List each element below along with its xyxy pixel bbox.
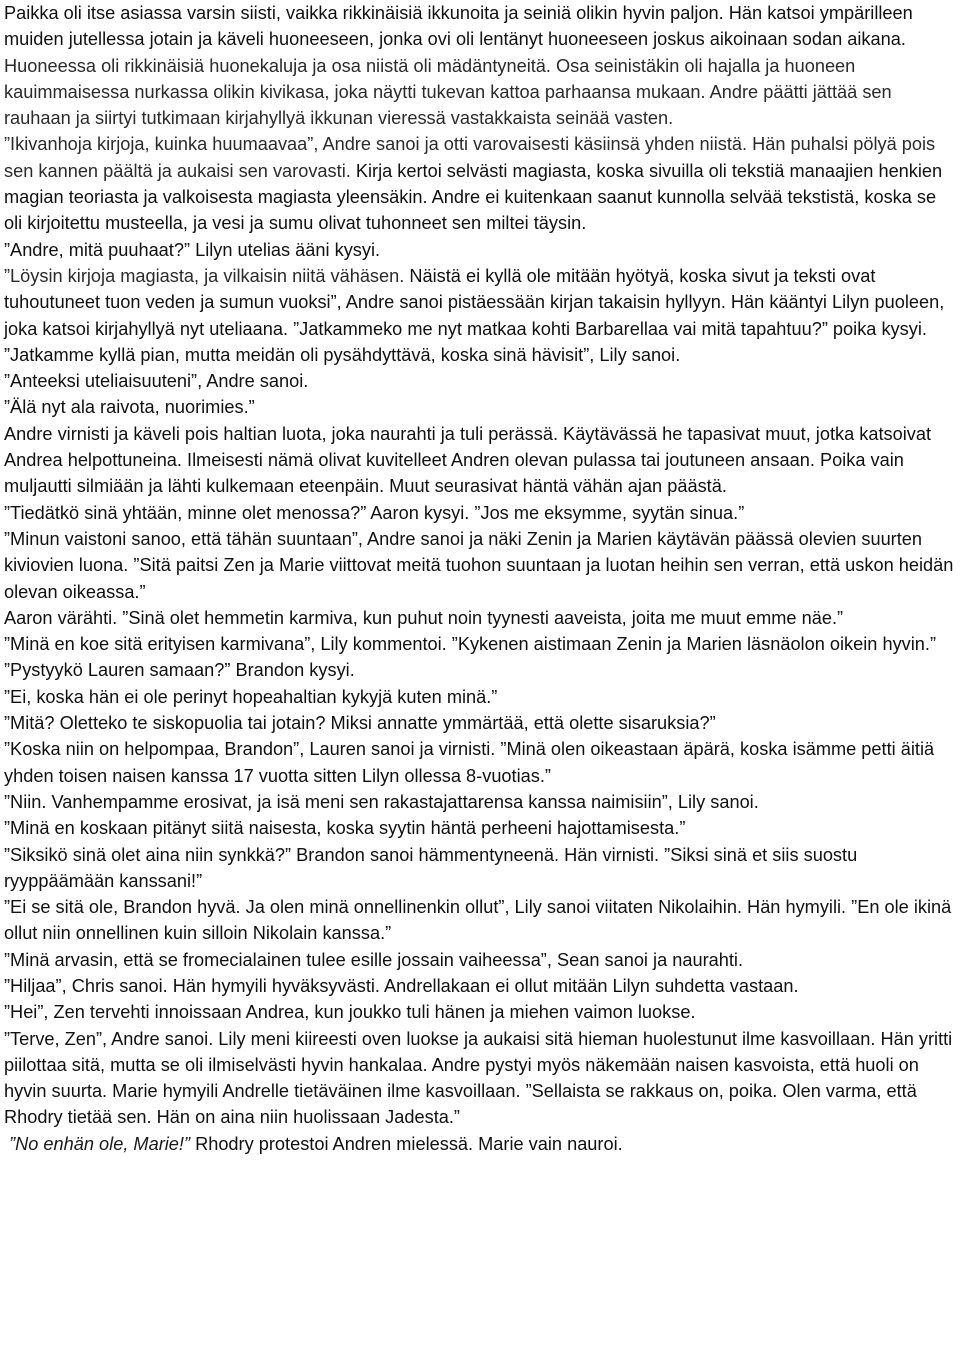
- paragraph: [4, 789, 956, 815]
- paragraph-text: ”Löysin kirjoja magiasta, ja vilkaisin niitä vähäsen.: [4, 265, 410, 286]
- paragraph-text: ”Minä en koskaan pitänyt siitä naisesta, koska syytin häntä perheeni hajottamisesta.”: [4, 818, 686, 839]
- paragraph: [4, 973, 956, 999]
- paragraph-text: ”Älä nyt ala raivota, nuorimies.”: [4, 397, 255, 418]
- paragraph-text: Huoneessa oli rikkinäisiä huonekaluja ja osa niistä oli mädäntyneitä.: [4, 55, 557, 76]
- paragraph: [4, 894, 956, 947]
- paragraph: [4, 263, 956, 342]
- paragraph-text: ”Mitä? Oletteko te siskopuolia tai jotain? Miksi annatte ymmärtää, että olette sisaruksia?”: [4, 713, 716, 734]
- paragraph: [4, 710, 956, 736]
- paragraph-text: ”Minä en koe sitä erityisen karmivana”, Lily kommentoi. ”Kykenen aistimaan Zenin ja Marien läsnäolon oikein hyvin.”: [4, 634, 937, 655]
- paragraph: [4, 526, 956, 605]
- paragraph: [4, 500, 956, 526]
- paragraph-text: ”Siksikö sinä olet aina niin synkkä?” Brandon sanoi hämmentyneenä. Hän virnisti. ”Siksi sinä et siis suostu ryyppäämään kanssani!”: [4, 844, 858, 891]
- paragraph: [4, 684, 956, 710]
- paragraph-text: ”Hei”, Zen tervehti innoissaan Andrea, kun joukko tuli hänen ja miehen vaimon luokse.: [4, 1002, 696, 1023]
- paragraph-text: ”Koska niin on helpompaa, Brandon”, Lauren sanoi ja virnisti. ”Minä olen oikeastaan äpärä, koska isämme petti äitiä yhden toisen naisen kanssa 17 vuotta sitten Lilyn ollessa 8-vuotias.”: [4, 739, 935, 786]
- paragraph-text: ”Andre, mitä puuhaat?” Lilyn utelias ääni kysyi.: [4, 239, 381, 260]
- paragraph: [4, 657, 956, 683]
- paragraph-text: ”Minä arvasin, että se fromecialainen tulee esille jossain vaiheessa”, Sean sanoi ja naurahti.: [4, 949, 744, 970]
- paragraph-text: ”Minun vaistoni sanoo, että tähän suuntaan”, Andre sanoi ja näki Zenin ja Marien käytävän päässä olevien suurten kiviovien luona. ”Sitä paitsi Zen ja Marie viittovat meitä tuohon suuntaan ja luotan heihin sen verran, että uskon heidän olevan oikeassa.”: [4, 528, 954, 602]
- paragraph-text: ”Ei, koska hän ei ole perinyt hopeahaltian kykyjä kuten minä.”: [4, 686, 498, 707]
- paragraph: [4, 342, 956, 368]
- paragraph-text: Aaron värähti. ”Sinä olet hemmetin karmiva, kun puhut noin tyynesti aaveista, joita me muut emme näe.”: [4, 607, 844, 628]
- document-page: [4, 0, 956, 1157]
- paragraph-text: ”Anteeksi uteliaisuuteni”, Andre sanoi.: [4, 371, 309, 392]
- paragraph-text: ”Ikivanhoja kirjoja, kuinka huumaavaa”, Andre sanoi ja otti varovaisesti käsiinsä yhden niistä. Hän puhalsi pölyä pois sen kannen päältä ja aukaisi sen varovasti.: [4, 134, 936, 181]
- paragraph: [4, 842, 956, 895]
- paragraph: [4, 394, 956, 420]
- paragraph-text: ”Ei se sitä ole, Brandon hyvä. Ja olen minä onnellinenkin ollut”, Lily sanoi viitaten Nikolaihin. Hän hymyili. ”En ole ikinä ollut niin onnellinen kuin silloin Nikolain kanssa.”: [4, 897, 952, 944]
- paragraph-last: [4, 1131, 956, 1157]
- paragraph-text: Kirja kertoi selvästi magiasta, koska sivuilla oli tekstiä manaajien henkien magian teoriasta ja valkoisesta magiasta yleensäkin. Andre ei kuitenkaan saanut kunnolla selvää tekstistä, koska se oli kirjoitettu musteella, ja vesi ja sumu olivat tuhonneet sen miltei täysin.: [4, 160, 943, 234]
- paragraph-text: Paikka oli itse asiassa varsin siisti, vaikka rikkinäisiä ikkunoita ja seiniä olikin hyvin paljon. Hän katsoi ympärilleen muiden jutellessa jotain ja käveli huoneeseen, jonka ovi oli lentänyt huoneeseen joskus aikoinaan sodan aikana.: [4, 3, 913, 50]
- paragraph: [4, 237, 956, 263]
- paragraph-text: ”Tiedätkö sinä yhtään, minne olet menossa?” Aaron kysyi. ”Jos me eksymme, syytän sinua.”: [4, 502, 745, 523]
- paragraph: [4, 421, 956, 500]
- paragraph-text: ”Pystyykö Lauren samaan?” Brandon kysyi.: [4, 660, 355, 681]
- paragraph-text: ”Jatkamme kyllä pian, mutta meidän oli pysähdyttävä, koska sinä hävisit”, Lily sanoi.: [4, 344, 681, 365]
- paragraph-text: ”Hiljaa”, Chris sanoi. Hän hymyili hyväksyvästi. Andrellakaan ei ollut mitään Lilyn suhdetta vastaan.: [4, 975, 799, 996]
- italic-quote: ”No enhän ole, Marie!”: [9, 1133, 191, 1154]
- paragraph-text: Andre virnisti ja käveli pois haltian luota, joka naurahti ja tuli perässä. Käytävässä he tapasivat muut, jotka katsoivat Andrea helpottuneina. Ilmeisesti nämä olivat kuvitelleet Andren olevan pulassa tai joutuneen ansaan. Poika vain muljautti silmiään ja lähti kulkemaan eteenpäin. Muut seurasivat häntä vähän ajan päästä.: [4, 423, 932, 497]
- paragraph: [4, 1026, 956, 1131]
- paragraph: [4, 999, 956, 1025]
- paragraph: [4, 368, 956, 394]
- paragraph: [4, 0, 956, 131]
- paragraph-text: Andre päätti jättää sen rauhaan ja siirtyi tutkimaan kirjahyllyä ikkunan vieressä vastakkaista seinää vasten.: [4, 81, 892, 129]
- paragraph: [4, 131, 956, 236]
- paragraph-text: ”Niin. Vanhempamme erosivat, ja isä meni sen rakastajattarensa kanssa naimisiin”, Lily sanoi.: [4, 791, 759, 812]
- paragraph: [4, 605, 956, 631]
- paragraph: [4, 815, 956, 841]
- paragraph: [4, 631, 956, 657]
- paragraph-text: Näistä ei kyllä ole mitään hyötyä, koska sivut ja teksti ovat tuhoutuneet tuon veden ja sumun vuoksi”, Andre sanoi pistäessään kirjan takaisin hyllyyn. Hän kääntyi Lilyn puoleen, joka katsoi kirjahyllyä nyt uteliaana. ”Jatkammeko me nyt matkaa kohti Barbarellaa vai mitä tapahtuu?” poika kysyi.: [4, 265, 945, 339]
- paragraph-text: Rhodry protestoi Andren mielessä. Marie vain nauroi.: [190, 1133, 623, 1154]
- paragraph: [4, 947, 956, 973]
- paragraph-text: Osa seinistäkin oli hajalla ja huoneen kauimmaisessa nurkassa olikin kivikasa, joka näytti tukevan kattoa parhaansa mukaan.: [4, 55, 856, 102]
- paragraph-text: ”Terve, Zen”, Andre sanoi. Lily meni kiireesti oven luokse ja aukaisi sitä hieman huolestunut ilme kasvoillaan. Hän yritti piilottaa sitä, mutta se oli ilmiselvästi hyvin hankalaa. Andre pystyi myös näkemään naisen kasvoista, että huoli on hyvin suurta. Marie hymyili Andrelle tietäväinen ilme kasvoillaan. ”Sellaista se rakkaus on, poika. Olen varma, että Rhodry tietää sen. Hän on aina niin huolissaan Jadesta.”: [4, 1028, 953, 1128]
- paragraph: [4, 736, 956, 789]
